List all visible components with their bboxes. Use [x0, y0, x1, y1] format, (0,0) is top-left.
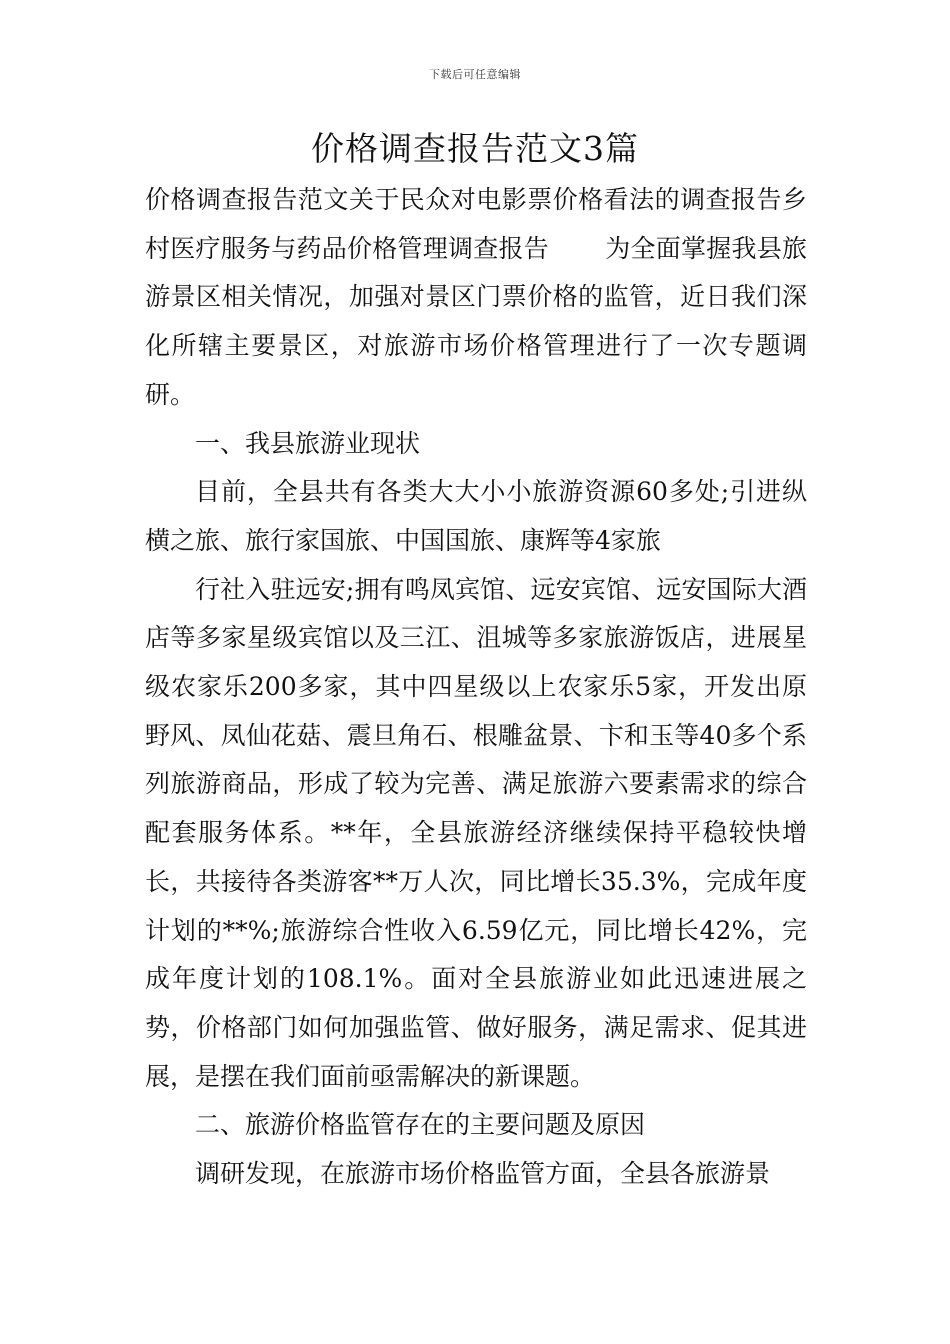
document-body	[145, 176, 807, 1199]
intro-text-a: 价格调查报告范文关于民众对电影票价格看法的调查报告乡村医疗服务与药品价格管理调查报告	[145, 185, 807, 263]
paragraph-1: 目前，全县共有各类大大小小旅游资源60多处;引进纵横之旅、旅行家国旅、中国国旅、康辉等4家旅	[145, 477, 807, 555]
section-heading-2: 二、旅游价格监管存在的主要问题及原因	[195, 1110, 646, 1140]
paragraph-2: 行社入驻远安;拥有鸣凤宾馆、远安宾馆、远安国际大酒店等多家星级宾馆以及三江、沮城等多家旅游饭店，进展星级农家乐200多家，其中四星级以上农家乐5家，开发出原野风、凤仙花菇、震旦角石、根雕盆景、卞和玉等40多个系列旅游商品，形成了较为完善、满足旅游六要素需求的综合配套服务体系。**年，全县旅游经济继续保持平稳较快增长，共接待各类游客**万人次，同比增长35.3%，完成年度计划的**%;旅游综合性收入6.59亿元，同比增长42%，完成年度计划的108.1%。面对全县旅游业如此迅速进展之势，价格部门如何加强监管、做好服务，满足需求、促其进展，是摆在我们面前亟需解决的新课题。	[145, 574, 807, 1091]
section-heading-1: 一、我县旅游业现状	[195, 428, 421, 458]
paragraph-3: 调研发现，在旅游市场价格监管方面，全县各旅游景	[195, 1159, 771, 1189]
document-title: 价格调查报告范文3篇	[311, 129, 639, 168]
header-note: 下载后可任意编辑	[429, 68, 521, 81]
intro-text-b: 为全面掌握我县旅游景区相关情况，加强对景区门票价格的监管，近日我们深化所辖主要景区，对旅游市场价格管理进行了一次专题调研。	[145, 233, 807, 409]
intro-paragraph	[145, 176, 807, 420]
